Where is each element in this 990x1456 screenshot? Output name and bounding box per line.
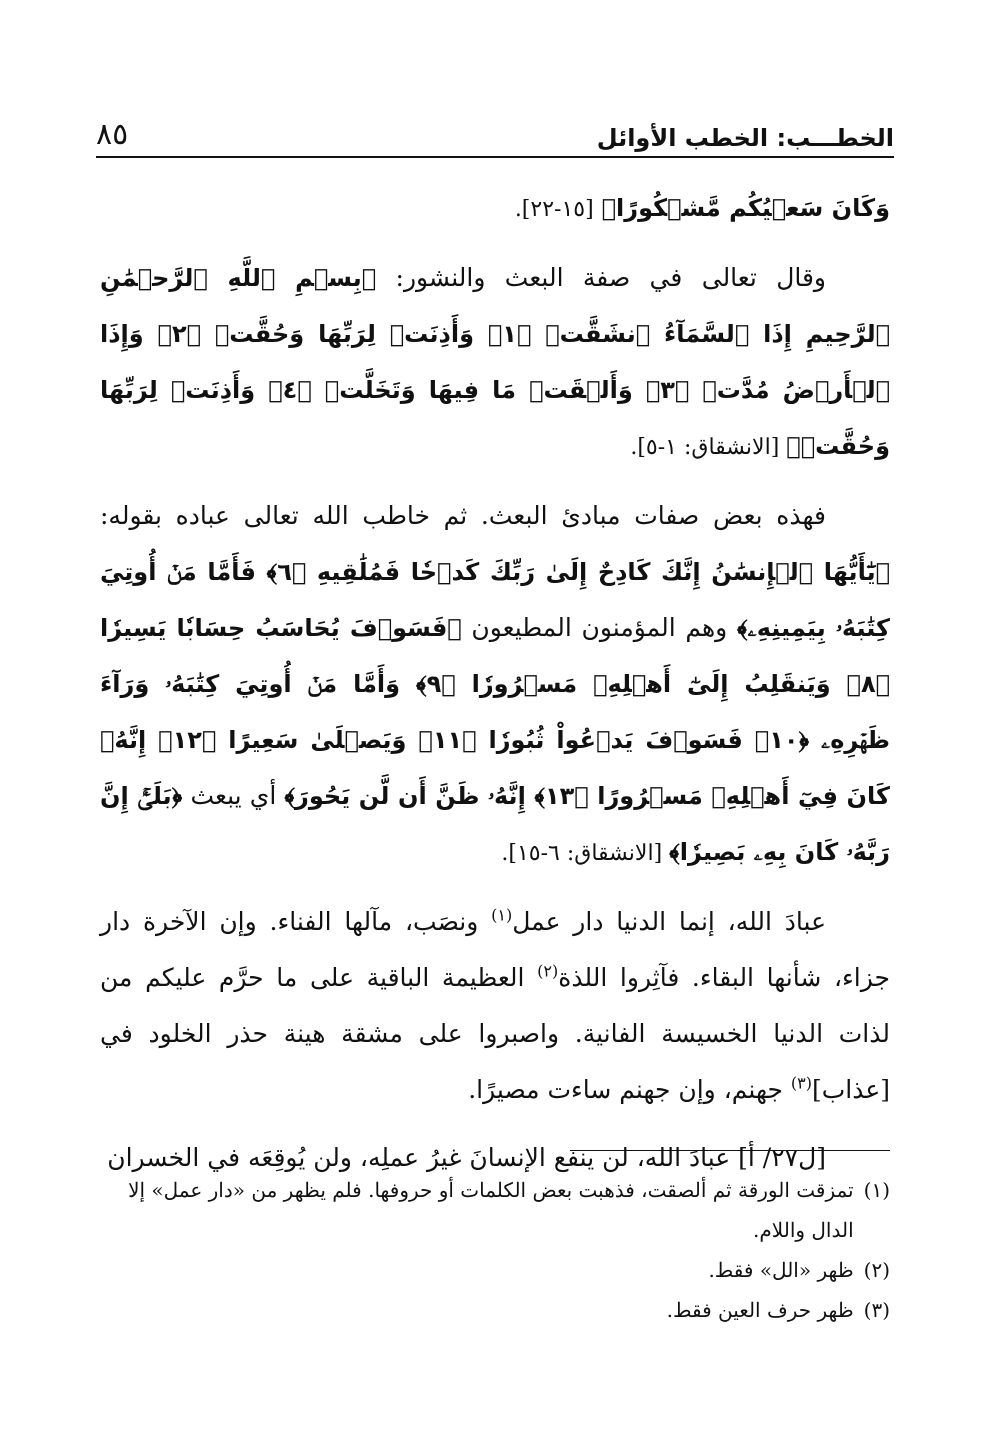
quran-verse: ﴿فَسَوۡفَ يُحَاسَبُ حِسَابٗا يَسِيرٗا ﴿٨﴾ وَيَنقَلِبُ إِلَىٰٓ أَهۡلِهِۦ مَسۡرُورٗا ﴿٩﴾ وَأَمَّا مَنۡ أُوتِيَ كِتَٰبَهُۥ وَرَآءَ ظَهۡرِهِۦ ﴿١٠﴾ فَسَوۡفَ يَدۡعُواْ ثُبُورٗا ﴿١١﴾ وَيَصۡلَىٰ سَعِيرًا ﴿١٢﴾ إِنَّهُۥ كَانَ فِيٓ أَهۡلِهِۦ مَسۡرُورًا ﴿١٣﴾ إِنَّهُۥ ظَنَّ أَن لَّن يَحُورَ﴾ xyxy=(100,614,891,810)
paragraph-text: أي يبعث xyxy=(182,781,285,810)
paragraph-4 xyxy=(100,894,890,1118)
page-header xyxy=(96,112,894,158)
running-title: الخطـــب: الخطب الأوائل xyxy=(596,124,894,152)
footnote-text: ظهر «الل» فقط. xyxy=(708,1258,854,1282)
paragraph-text: العظيمة الباقية على ما حرَّم عليكم من لذات الدنيا الخسيسة الفانية. واصبروا على مشقة هينة حذر الخلود في [عذاب] xyxy=(100,963,890,1104)
footnote-number: (٢) xyxy=(863,1258,890,1282)
footnote-marker-2[interactable]: (٢) xyxy=(537,961,559,981)
paragraph-text: جهنم، وإن جهنم ساءت مصيرًا. xyxy=(468,1075,791,1104)
footnote-number: (١) xyxy=(863,1178,890,1202)
verse-reference: [الانشقاق: ١-٥]. xyxy=(630,435,787,460)
footnote-number: (٣) xyxy=(863,1298,890,1322)
quran-verse: ﴿بِسۡمِ ٱللَّهِ ٱلرَّحۡمَٰنِ ٱلرَّحِيمِ إِذَا ٱلسَّمَآءُ ٱنشَقَّتۡ ﴿١﴾ وَأَذِنَتۡ لِرَبِّهَا وَحُقَّتۡ ﴿٢﴾ وَإِذَا ٱلۡأَرۡضُ مُدَّتۡ ﴿٣﴾ وَأَلۡقَتۡ مَا فِيهَا وَتَخَلَّتۡ ﴿٤﴾ وَأَذِنَتۡ لِرَبِّهَا وَحُقَّتۡ﴾ xyxy=(100,264,891,460)
footnote-text: ظهر حرف العين فقط. xyxy=(666,1298,854,1322)
quran-verse: وَكَانَ سَعۡيُكُم مَّشۡكُورًا﴾ xyxy=(601,194,890,222)
main-text xyxy=(100,180,890,1198)
footnote-3 xyxy=(100,1290,890,1330)
footnote-1 xyxy=(100,1170,890,1250)
paragraph-text: وقال تعالى في صفة البعث والنشور: xyxy=(376,263,827,292)
footnotes xyxy=(100,1170,890,1330)
footnote-divider xyxy=(570,1150,890,1151)
quran-verse: ﴿بَلَىٰٓۚ إِنَّ رَبَّهُۥ كَانَ بِهِۦ بَصِيرٗا﴾ xyxy=(100,782,890,866)
paragraph-text: فهذه بعض صفات مبادئ البعث. ثم خاطب الله تعالى عباده بقوله: xyxy=(100,501,826,530)
quran-verse: ﴿يَٰٓأَيُّهَا ٱلۡإِنسَٰنُ إِنَّكَ كَادِحٌ إِلَىٰ رَبِّكَ كَدۡحٗا فَمُلَٰقِيهِ ﴿٦﴾ فَأَمَّا مَنۡ أُوتِيَ كِتَٰبَهُۥ بِيَمِينِهِۦ﴾ xyxy=(100,558,890,642)
paragraph-text: وهم المؤمنون المطيعون xyxy=(461,613,737,642)
footnote-2 xyxy=(100,1250,890,1290)
paragraph-text: عبادَ الله، إنما الدنيا دار عمل xyxy=(512,907,826,936)
footnote-text: تمزقت الورقة ثم ألصقت، فذهبت بعض الكلمات أو حروفها. فلم يظهر من «دار عمل» إلا الدال واللام. xyxy=(128,1178,854,1242)
verse-reference: [١٥-٢٢]. xyxy=(514,197,594,222)
paragraph-2 xyxy=(100,250,890,476)
paragraph-text: ونصَب، مآلها الفناء. وإن الآخرة دار جزاء، شأنها البقاء. فآثِروا اللذة xyxy=(100,907,890,992)
paragraph-3 xyxy=(100,488,890,882)
page-number: ٨٥ xyxy=(96,117,129,152)
footnote-marker-3[interactable]: (٣) xyxy=(790,1073,812,1093)
paragraph-5: [ل٢٧/ أ] عبادَ الله، لن ينفع الإنسانَ غيرُ عملِه، ولن يُوقِعَه في الخسران xyxy=(107,1143,826,1172)
paragraph-1 xyxy=(100,180,890,238)
verse-reference: [الانشقاق: ٦-١٥]. xyxy=(501,841,670,866)
footnote-marker-1[interactable]: (١) xyxy=(491,905,513,925)
